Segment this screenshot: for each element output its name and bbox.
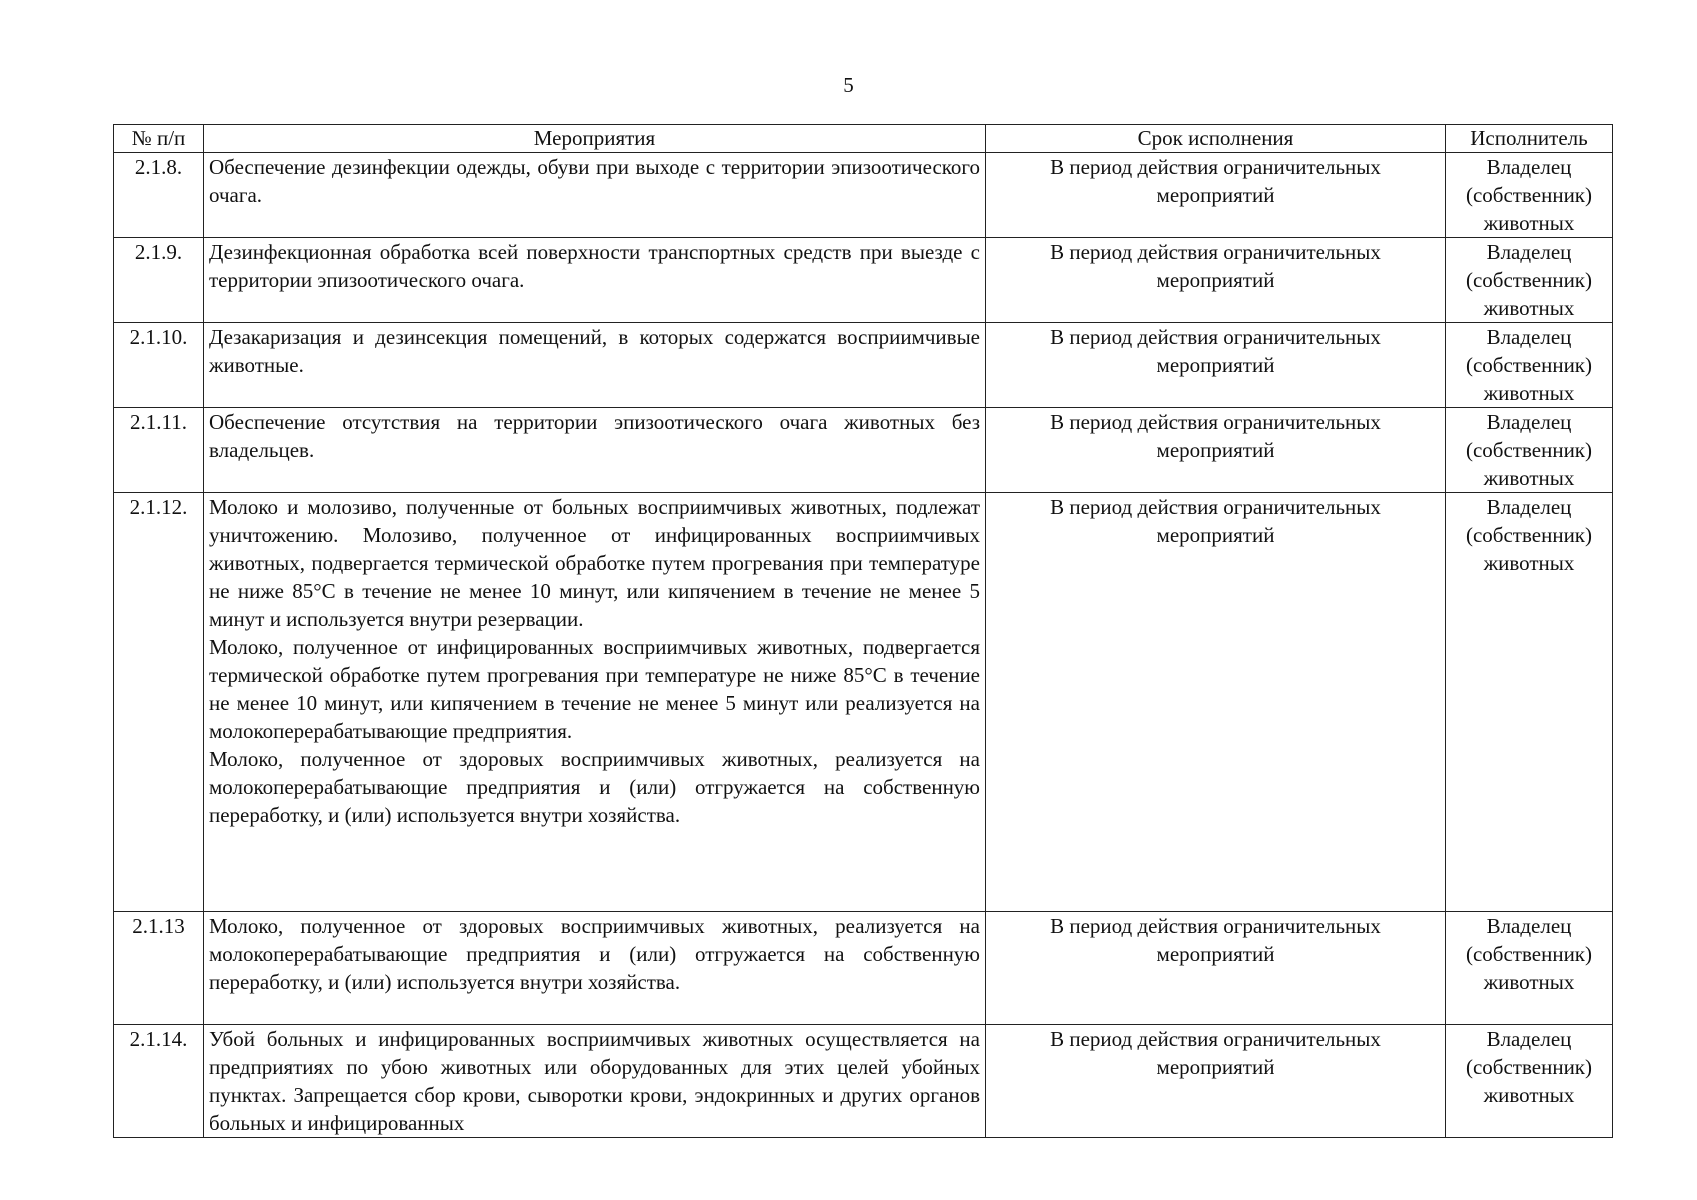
row-term: В период действия ограничительных мероприятий [986, 408, 1446, 493]
row-term: В период действия ограничительных мероприятий [986, 912, 1446, 1025]
row-measure [204, 408, 986, 493]
table-row [114, 323, 1613, 408]
header-num: № п/п [114, 125, 204, 153]
row-executor: Владелец (собственник) животных [1446, 153, 1613, 238]
row-number: 2.1.10. [114, 323, 204, 408]
measures-table [113, 124, 1613, 1138]
row-executor: Владелец (собственник) животных [1446, 408, 1613, 493]
row-number: 2.1.13 [114, 912, 204, 1025]
row-number: 2.1.12. [114, 493, 204, 912]
table-row [114, 493, 1613, 912]
table-row [114, 408, 1613, 493]
measure-paragraph: Обеспечение отсутствия на территории эпизоотического очага животных без владельцев. [209, 410, 980, 462]
table-header-row [114, 125, 1613, 153]
row-executor: Владелец (собственник) животных [1446, 323, 1613, 408]
measure-paragraph: Дезинфекционная обработка всей поверхности транспортных средств при выезде с территории эпизоотического очага. [209, 240, 980, 292]
table-row [114, 1025, 1613, 1138]
row-measure [204, 1025, 986, 1138]
row-executor: Владелец (собственник) животных [1446, 912, 1613, 1025]
row-executor: Владелец (собственник) животных [1446, 1025, 1613, 1138]
row-term: В период действия ограничительных мероприятий [986, 1025, 1446, 1138]
row-term: В период действия ограничительных мероприятий [986, 323, 1446, 408]
row-measure [204, 912, 986, 1025]
page-number: 5 [843, 73, 854, 97]
row-number: 2.1.8. [114, 153, 204, 238]
row-measure [204, 493, 986, 912]
row-measure [204, 153, 986, 238]
header-term: Срок исполнения [986, 125, 1446, 153]
measure-paragraph: Молоко и молозиво, полученные от больных восприимчивых животных, подлежат уничтожению. Молозиво, полученное от инфицированных восприимчивых животных, подвергается термической обработке путем прогревания при температуре не ниже 85°С в течение не менее 10 минут, или кипячением в течение не менее 5 минут и используется внутри резервации. [209, 495, 980, 631]
row-executor: Владелец (собственник) животных [1446, 238, 1613, 323]
row-measure [204, 323, 986, 408]
row-term: В период действия ограничительных мероприятий [986, 153, 1446, 238]
row-measure [204, 238, 986, 323]
measure-paragraph: Обеспечение дезинфекции одежды, обуви при выходе с территории эпизоотического очага. [209, 155, 980, 207]
row-number: 2.1.11. [114, 408, 204, 493]
measure-paragraph: Молоко, полученное от здоровых восприимчивых животных, реализуется на молокоперерабатывающие предприятия и (или) отгружается на собственную переработку, и (или) используется внутри хозяйства. [209, 747, 980, 827]
table-row [114, 238, 1613, 323]
measure-paragraph: Убой больных и инфицированных восприимчивых животных осуществляется на предприятиях по убою животных или оборудованных для этих целей убойных пунктах. Запрещается сбор крови, сыворотки крови, эндокринных и других органов больных и инфицированных [209, 1027, 980, 1135]
table-row [114, 153, 1613, 238]
row-number: 2.1.14. [114, 1025, 204, 1138]
table-row [114, 912, 1613, 1025]
row-number: 2.1.9. [114, 238, 204, 323]
row-executor: Владелец (собственник) животных [1446, 493, 1613, 912]
measure-paragraph: Молоко, полученное от инфицированных восприимчивых животных, подвергается термической обработке путем прогревания при температуре не ниже 85°С в течение не менее 10 минут, или кипячением в течение не менее 5 минут или реализуется на молокоперерабатывающие предприятия. [209, 635, 980, 743]
row-term: В период действия ограничительных мероприятий [986, 238, 1446, 323]
measure-paragraph: Молоко, полученное от здоровых восприимчивых животных, реализуется на молокоперерабатывающие предприятия и (или) отгружается на собственную переработку, и (или) используется внутри хозяйства. [209, 914, 980, 994]
measure-paragraph: Дезакаризация и дезинсекция помещений, в которых содержатся восприимчивые животные. [209, 325, 980, 377]
row-term: В период действия ограничительных мероприятий [986, 493, 1446, 912]
header-measure: Мероприятия [204, 125, 986, 153]
header-executor: Исполнитель [1446, 125, 1613, 153]
